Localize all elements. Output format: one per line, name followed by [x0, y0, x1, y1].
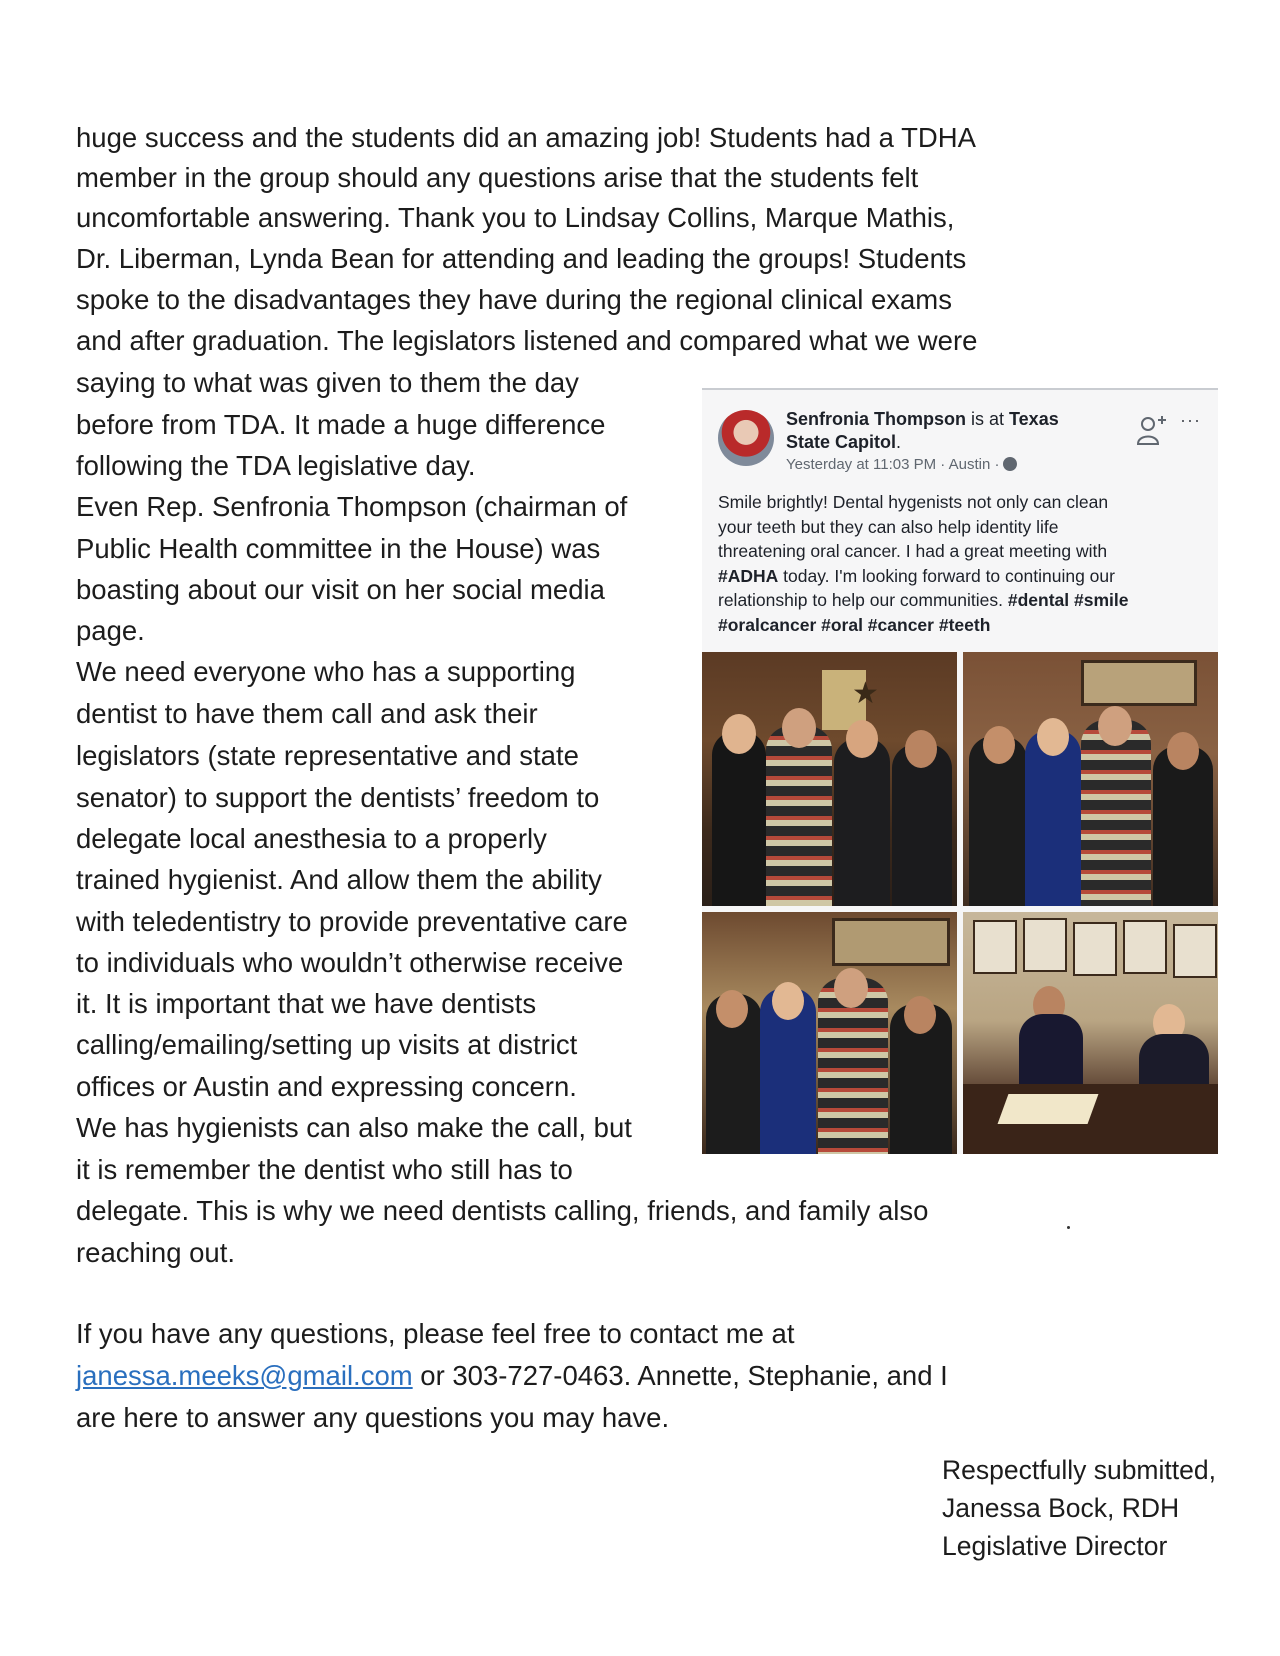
body-line: following the TDA legislative day.: [76, 450, 476, 481]
body-line: delegate local anesthesia to a properly: [76, 823, 547, 854]
post-divider: [702, 388, 1218, 390]
photo-grid: [702, 652, 1218, 1154]
body-line: Even Rep. Senfronia Thompson (chairman of: [76, 491, 628, 522]
stray-dot: [1067, 1226, 1070, 1229]
framed-picture: [1123, 920, 1167, 974]
post-timestamp[interactable]: Yesterday at 11:03 PM · Austin ·: [786, 456, 1000, 473]
group-photo[interactable]: [702, 652, 957, 906]
person-head: [983, 726, 1015, 764]
body-line: offices or Austin and expressing concern.: [76, 1071, 577, 1102]
post-period: .: [896, 432, 902, 452]
facebook-post: [702, 388, 1218, 1154]
person-head: [1167, 732, 1199, 770]
avatar[interactable]: [718, 410, 774, 466]
signature-closing: Respectfully submitted,: [942, 1455, 1216, 1485]
hashtags[interactable]: #oralcancer #oral #cancer #teeth: [718, 614, 991, 635]
post-text-line: today. I'm looking forward to continuing our: [778, 565, 1115, 586]
person-head: [846, 720, 878, 758]
framed-picture: [1081, 660, 1197, 706]
person: [766, 726, 832, 906]
body-line: We has hygienists can also make the call, but: [76, 1112, 632, 1143]
person: [712, 731, 766, 906]
body-line: it is remember the dentist who still has to: [76, 1154, 573, 1185]
body-line: saying to what was given to them the day: [76, 367, 579, 398]
body-line: senator) to support the dentists’ freedom to: [76, 782, 600, 813]
email-link[interactable]: janessa.meeks@gmail.com: [76, 1360, 413, 1391]
signature-name: Janessa Bock, RDH: [942, 1493, 1180, 1523]
framed-picture: [1023, 918, 1067, 972]
more-options-icon[interactable]: ···: [1180, 410, 1201, 430]
post-author[interactable]: Senfronia Thompson: [786, 409, 966, 429]
post-meta: [786, 456, 1017, 473]
body-line: We need everyone who has a supporting: [76, 656, 576, 687]
body-line: and after graduation. The legislators listened and compared what we were: [76, 325, 978, 356]
meeting-photo[interactable]: [963, 912, 1218, 1154]
signature-title: Legislative Director: [942, 1531, 1168, 1561]
post-text-line: relationship to help our communities.: [718, 590, 1008, 610]
body-line: before from TDA. It made a huge difference: [76, 409, 606, 440]
hashtag[interactable]: #ADHA: [718, 565, 779, 586]
contact-line: If you have any questions, please feel free to contact me at: [76, 1318, 795, 1349]
post-text-line: threatening oral cancer. I had a great meeting with: [718, 541, 1108, 561]
framed-picture: [1073, 922, 1117, 976]
body-line: huge success and the students did an amazing job! Students had a TDHA: [76, 122, 976, 153]
body-line: delegate. This is why we need dentists calling, friends, and family also: [76, 1195, 929, 1226]
post-text-line: your teeth but they can also help identity life: [718, 516, 1059, 537]
body-line: to individuals who wouldn’t otherwise receive: [76, 947, 624, 978]
person-head: [772, 982, 804, 1020]
group-photo[interactable]: [963, 652, 1218, 906]
body-line: with teledentistry to provide preventative care: [76, 906, 628, 937]
contact-line: are here to answer any questions you may have.: [76, 1402, 670, 1433]
person-head: [905, 730, 937, 768]
contact-phone-text: or 303-727-0463. Annette, Stephanie, and I: [412, 1360, 948, 1391]
hashtags[interactable]: #dental #smile: [1007, 590, 1129, 610]
person: [892, 744, 952, 906]
body-line: calling/emailing/setting up visits at district: [76, 1029, 578, 1060]
post-text-line: Smile brightly! Dental hygenists not only can clean: [718, 492, 1109, 512]
body-line: trained hygienist. And allow them the ability: [76, 864, 602, 895]
person: [1153, 746, 1213, 906]
framed-picture: [973, 920, 1017, 974]
body-line: uncomfortable answering. Thank you to Lindsay Collins, Marque Mathis,: [76, 202, 955, 233]
body-line: spoke to the disadvantages they have during the regional clinical exams: [76, 284, 952, 315]
post-header: [786, 408, 1059, 454]
body-line: Public Health committee in the House) was: [76, 533, 601, 564]
papers: [998, 1094, 1099, 1124]
contact-line: [76, 1355, 948, 1396]
person: [1025, 730, 1081, 906]
body-line: legislators (state representative and state: [76, 740, 579, 771]
body-line: it. It is important that we have dentists: [76, 988, 537, 1019]
post-place[interactable]: State Capitol: [786, 432, 897, 452]
body-line: boasting about our visit on her social media: [76, 574, 605, 605]
body-line: member in the group should any questions arise that the students felt: [76, 162, 919, 193]
post-place[interactable]: Texas: [1009, 409, 1059, 429]
body-line: page.: [76, 615, 145, 646]
body-line: reaching out.: [76, 1237, 235, 1268]
framed-picture: [1173, 924, 1217, 978]
framed-picture: [832, 918, 950, 966]
body-line: Dr. Liberman, Lynda Bean for attending and leading the groups! Students: [76, 243, 967, 274]
star-icon: ★: [852, 677, 879, 710]
post-text: [718, 490, 1208, 637]
globe-icon: [1003, 457, 1017, 471]
person-head: [904, 996, 936, 1034]
person-head: [716, 990, 748, 1028]
group-photo[interactable]: [702, 912, 957, 1154]
add-friend-icon[interactable]: [1136, 414, 1166, 448]
person-head: [782, 708, 816, 748]
body-line: dentist to have them call and ask their: [76, 698, 538, 729]
person-head: [834, 968, 868, 1008]
person-head: [722, 714, 756, 754]
person: [1081, 720, 1151, 906]
person-head: [1037, 718, 1069, 756]
person: [834, 738, 890, 906]
post-is-at: is at: [966, 409, 1010, 429]
person-head: [1098, 706, 1132, 746]
